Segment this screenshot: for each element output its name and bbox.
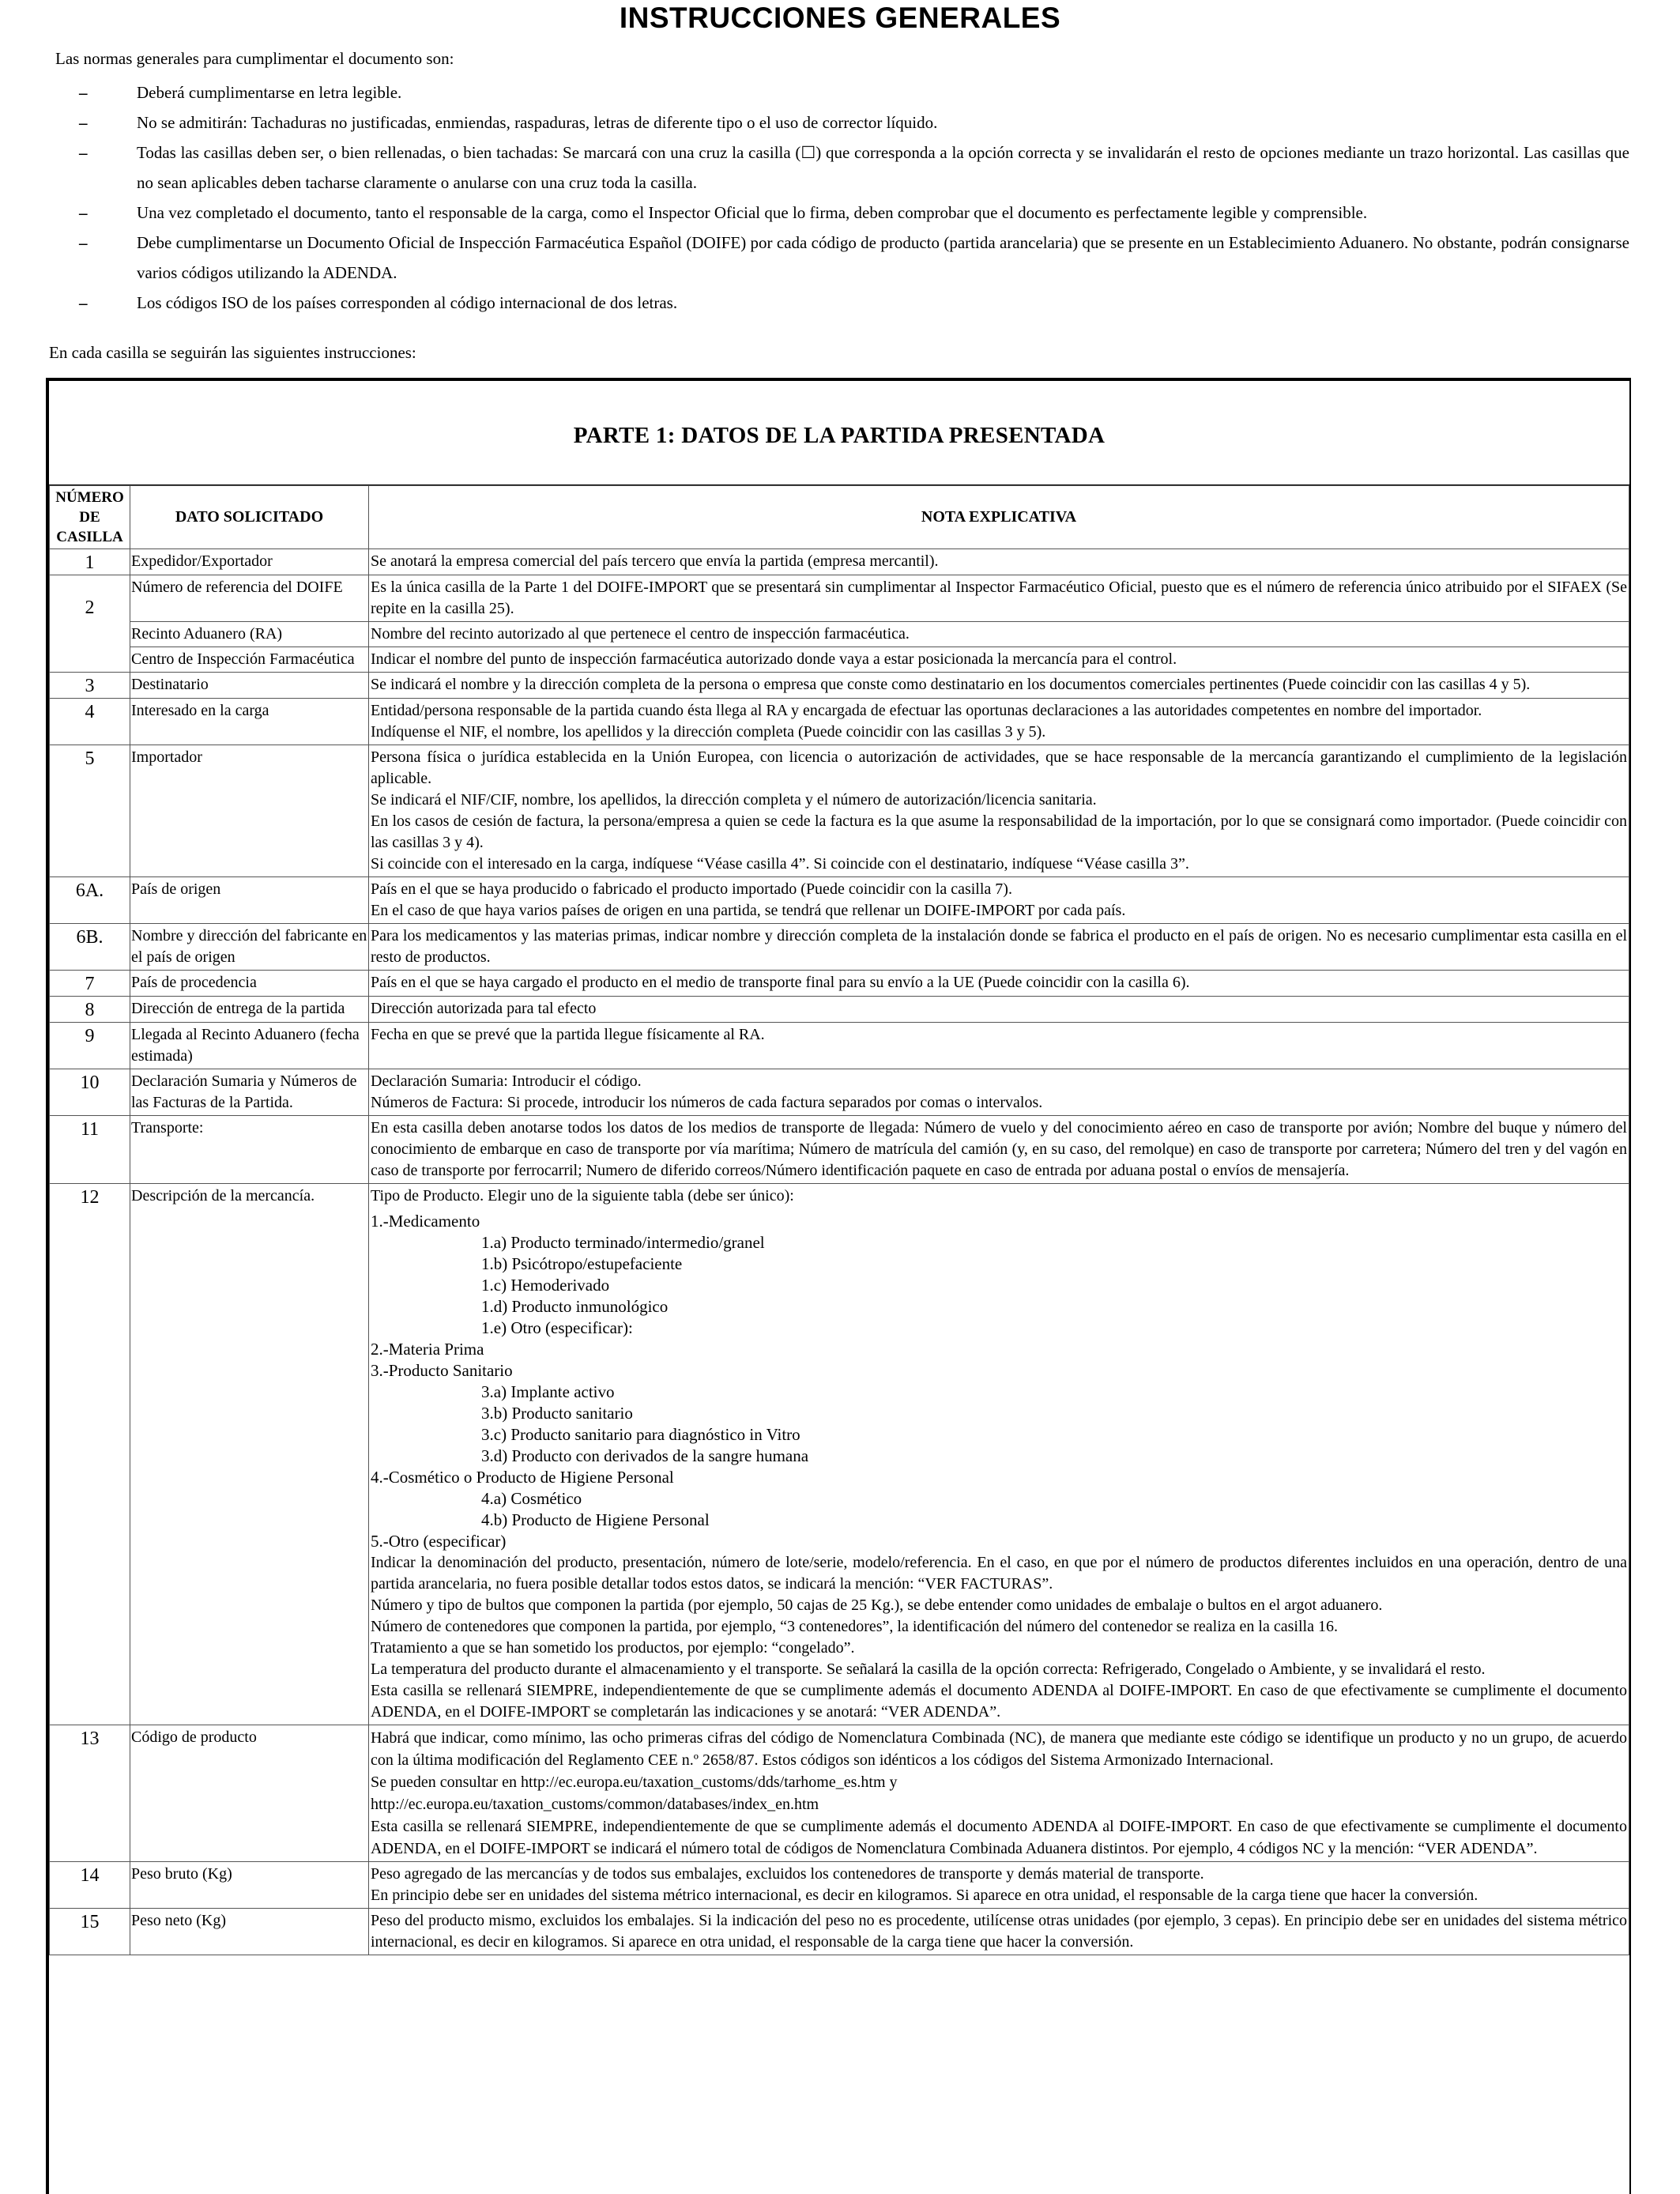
table-row: [50, 997, 1629, 1023]
product-subtype: 1.c) Hemoderivado: [481, 1276, 610, 1295]
note-line: Números de Factura: Si procede, introducir los números de cada factura separados por comas o intervalos.: [371, 1094, 1043, 1111]
row-num: 3: [50, 673, 130, 699]
instructions-table-frame: [46, 378, 1631, 2194]
row-num: 2: [50, 575, 130, 673]
row-dato: Descripción de la mercancía.: [130, 1184, 369, 1725]
note-line: País en el que se haya producido o fabricado el producto importado (Puede coincidir con la casilla 7).: [371, 880, 1012, 898]
note-line: Se indicará el NIF/CIF, nombre, los apellidos, la dirección completa y el número de autorización/licencia sanitaria.: [371, 791, 1097, 809]
table-row: [50, 1184, 1629, 1725]
row-nota: [369, 877, 1629, 924]
table-row: [50, 622, 1629, 647]
row-dato: País de procedencia: [130, 971, 369, 997]
product-subtype: 1.d) Producto inmunológico: [481, 1297, 669, 1316]
dash-bullet: –: [79, 293, 88, 312]
rule-item: [79, 198, 1629, 228]
rule-text: Deberá cumplimentarse en letra legible.: [137, 83, 402, 102]
row-num: 6A.: [50, 877, 130, 924]
row-nota: Peso del producto mismo, excluidos los embalajes. Si la indicación del peso no es procedente, utilícense otras unidades (por ejemplo, 3 cepas). En principio debe ser en unidades del sistema métrico internacional, es decir en kilogramos. Si aparece en otra unidad, el responsable de la carga tiene que hacer la conversión.: [369, 1909, 1629, 1955]
note-line: Indicar la denominación del producto, presentación, número de lote/serie, modelo/referencia. En el caso, en que por el número de productos diferentes incluidos en una operación, dentro de una partida arancelaria, no fuera posible detallar todos estos datos, se indicará la mención: “VER FACTURAS”.: [371, 1554, 1627, 1593]
row-num: 1: [50, 549, 130, 575]
lead-text: En cada casilla se seguirán las siguientes instrucciones:: [49, 343, 416, 362]
row-nota: Fecha en que se prevé que la partida llegue físicamente al RA.: [369, 1023, 1629, 1069]
row-num: 11: [50, 1116, 130, 1184]
row-dato: Código de producto: [130, 1725, 369, 1862]
row-nota: En esta casilla deben anotarse todos los datos de los medios de transporte de llegada: Número de vuelo y del conocimiento aéreo en caso de transporte por avión; Nombre del buque y número del conocimiento de embarque en caso de transporte por vía marítima; Número de matrícula del camión (y, en su caso, del remolque) en caso de transporte por carretera; Número del tren y del vagón en caso de transporte por ferrocarril; Numero de diferido correos/Número identificación paquete en caso de entrada por aduana postal o envíos de mensajería.: [369, 1116, 1629, 1184]
row-nota: Se indicará el nombre y la dirección completa de la persona o empresa que conste como destinatario en los documentos comerciales pertinentes (Puede coincidir con las casillas 4 y 5).: [369, 673, 1629, 699]
table-row: [50, 971, 1629, 997]
product-type: 4.-Cosmético o Producto de Higiene Personal: [371, 1468, 674, 1487]
general-rules-list: [79, 77, 1629, 318]
row-nota: [369, 745, 1629, 877]
product-type: 3.-Producto Sanitario: [371, 1361, 513, 1380]
table-row: [50, 1116, 1629, 1184]
dash-bullet: –: [79, 83, 88, 102]
row-dato: Transporte:: [130, 1116, 369, 1184]
rule-text: Los códigos ISO de los países corresponden al código internacional de dos letras.: [137, 293, 678, 312]
rule-text: No se admitirán: Tachaduras no justificadas, enmiendas, raspaduras, letras de diferente tipo o el uso de corrector líquido.: [137, 113, 938, 132]
row-nota: Dirección autorizada para tal efecto: [369, 997, 1629, 1023]
rule-text: Una vez completado el documento, tanto el responsable de la carga, como el Inspector Oficial que lo firma, deben comprobar que el documento es perfectamente legible y comprensible.: [137, 203, 1368, 222]
table-row: [50, 673, 1629, 699]
row-dato: Número de referencia del DOIFE: [130, 575, 369, 622]
row-nota: [369, 1069, 1629, 1116]
row-nota: [369, 1184, 1629, 1725]
table-row: [50, 1909, 1629, 1955]
row-num: 9: [50, 1023, 130, 1069]
product-type: 2.-Materia Prima: [371, 1340, 484, 1359]
note-line: La temperatura del producto durante el almacenamiento y el transporte. Se señalará la casilla de la opción correcta: Refrigerado, Congelado o Ambiente, y se invalidará el resto.: [371, 1661, 1486, 1678]
product-type: 5.-Otro (especificar): [371, 1532, 507, 1551]
product-subtype: 1.e) Otro (especificar):: [481, 1318, 633, 1337]
dash-bullet: –: [79, 113, 88, 132]
row-dato: Centro de Inspección Farmacéutica: [130, 647, 369, 673]
note-line: Tipo de Producto. Elegir uno de la siguiente tabla (debe ser único):: [371, 1187, 794, 1204]
note-line: Declaración Sumaria: Introducir el código.: [371, 1072, 642, 1090]
row-num: 13: [50, 1725, 130, 1862]
row-dato: Importador: [130, 745, 369, 877]
table-row: [50, 877, 1629, 924]
row-dato: Declaración Sumaria y Números de las Facturas de la Partida.: [130, 1069, 369, 1116]
table-row: [50, 1069, 1629, 1116]
dash-bullet: –: [79, 203, 88, 222]
note-line: Habrá que indicar, como mínimo, las ocho primeras cifras del código de Nomenclatura Combinada (NC), de manera que mediante este código se identifique un producto y no un grupo, de acuerdo con la última modificación del Reglamento CEE n.º 2658/87. Estos códigos son idénticos a los códigos del Sistema Armonizado Internacional.: [371, 1729, 1627, 1769]
header-num: NÚMERO DE CASILLA: [50, 486, 130, 549]
note-line: En el caso de que haya varios países de origen en una partida, se tendrá que rellenar un DOIFE-IMPORT por cada país.: [371, 902, 1126, 919]
row-dato: Nombre y dirección del fabricante en el país de origen: [130, 924, 369, 971]
rule-item: [79, 228, 1629, 288]
table-row: [50, 647, 1629, 673]
row-dato: Llegada al Recinto Aduanero (fecha estimada): [130, 1023, 369, 1069]
table-row: [50, 924, 1629, 971]
note-line: Esta casilla se rellenará SIEMPRE, independientemente de que se cumplimente además el documento ADENDA al DOIFE-IMPORT. En caso de que efectivamente se cumplimente el documento ADENDA, en el DOIFE-IMPORT se completarán las indicaciones y se anotará: “VER ADENDA”.: [371, 1682, 1627, 1721]
row-nota: Para los medicamentos y las materias primas, indicar nombre y dirección completa de la instalación donde se fabrica el producto en el país de origen. No es necesario cumplimentar esta casilla en el resto de productos.: [369, 924, 1629, 971]
url-text: http://ec.europa.eu/taxation_customs/common/databases/index_en.htm: [371, 1796, 819, 1813]
rule-item: [79, 107, 1629, 138]
row-num: 12: [50, 1184, 130, 1725]
intro-text: Las normas generales para cumplimentar el documento son:: [55, 49, 454, 68]
note-line: Si coincide con el interesado en la carga, indíquese “Véase casilla 4”. Si coincide con el destinatario, indíquese “Véase casilla 3”.: [371, 855, 1189, 873]
product-subtype: 1.b) Psicótropo/estupefaciente: [481, 1254, 683, 1273]
row-dato: Expedidor/Exportador: [130, 549, 369, 575]
rule-text: Debe cumplimentarse un Documento Oficial de Inspección Farmacéutica Español (DOIFE) por cada código de producto (partida arancelaria) que se presente en un Establecimiento Aduanero. No obstante, podrán consignarse varios códigos utilizando la ADENDA.: [137, 233, 1629, 282]
product-subtype: 3.c) Producto sanitario para diagnóstico in Vitro: [481, 1425, 800, 1444]
product-subtype: 3.b) Producto sanitario: [481, 1404, 633, 1423]
note-line: En principio debe ser en unidades del sistema métrico internacional, es decir en kilogramos. Si aparece en otra unidad, el responsable de la carga tiene que hacer la conversión.: [371, 1887, 1478, 1904]
note-line: En los casos de cesión de factura, la persona/empresa a quien se cede la factura es la que asume la responsabilidad de la importación, por lo que se consignará como importador. (Puede coincidir con las casillas 3 y 4).: [371, 812, 1627, 851]
row-num: 6B.: [50, 924, 130, 971]
note-line: Esta casilla se rellenará SIEMPRE, independientemente de que se cumplimente además el documento ADENDA al DOIFE-IMPORT. En caso de que efectivamente se cumplimente el documento ADENDA, en el DOIFE-IMPORT se indicará el número total de códigos de Nomenclatura Combinada Aduanera distintos. Por ejemplo, 4 códigos NC y la mención: “VER ADENDA”.: [371, 1818, 1627, 1857]
rule-item: [79, 288, 1629, 318]
table-header-row: [50, 486, 1629, 549]
note-line: Persona física o jurídica establecida en la Unión Europea, con licencia o autorización de actividades, que se hace responsable de la mercancía garantizando el cumplimiento de la legislación aplicable.: [371, 748, 1627, 787]
row-dato: Recinto Aduanero (RA): [130, 622, 369, 647]
table-row: [50, 1862, 1629, 1909]
row-num: 15: [50, 1909, 130, 1955]
dash-bullet: –: [79, 233, 88, 252]
note-line: Tratamiento a que se han sometido los productos, por ejemplo: “congelado”.: [371, 1639, 855, 1657]
note-line: Número y tipo de bultos que componen la partida (por ejemplo, 50 cajas de 25 Kg.), se debe entender como unidades de embalaje o bultos en el argot aduanero.: [371, 1596, 1383, 1614]
rule-item: [79, 77, 1629, 107]
row-nota: [369, 699, 1629, 745]
row-dato: Destinatario: [130, 673, 369, 699]
row-nota: Indicar el nombre del punto de inspección farmacéutica autorizado donde vaya a estar posicionada la mercancía para el control.: [369, 647, 1629, 673]
row-num: 10: [50, 1069, 130, 1116]
row-num: 5: [50, 745, 130, 877]
header-nota: NOTA EXPLICATIVA: [369, 486, 1629, 549]
page-title: INSTRUCCIONES GENERALES: [619, 2, 1061, 34]
row-nota: Es la única casilla de la Parte 1 del DOIFE-IMPORT que se presentará sin cumplimentar al Inspector Farmacéutico Oficial, puesto que es el número de referencia único atribuido por el SIFAEX (Se repite en la casilla 25).: [369, 575, 1629, 622]
note-line: Entidad/persona responsable de la partida cuando ésta llega al RA y encargada de efectuar las oportunas declaraciones a las autoridades competentes en nombre del importador.: [371, 702, 1482, 719]
note-line: Número de contenedores que componen la partida, por ejemplo, “3 contenedores”, la identificación del número del contenedor se realiza en la casilla 16.: [371, 1618, 1338, 1635]
header-dato: DATO SOLICITADO: [130, 486, 369, 549]
row-num: 8: [50, 997, 130, 1023]
table-row: [50, 1023, 1629, 1069]
product-subtype: 1.a) Producto terminado/intermedio/granel: [481, 1233, 765, 1252]
rule-text: Todas las casillas deben ser, o bien rellenadas, o bien tachadas: Se marcará con una cruz la casilla (☐) que corresponda a la opción correcta y se invalidarán el resto de opciones mediante un trazo horizontal. Las casillas que no sean aplicables deben tacharse claramente o anularse con una cruz toda la casilla.: [137, 143, 1629, 192]
row-dato: Peso neto (Kg): [130, 1909, 369, 1955]
row-num: 14: [50, 1862, 130, 1909]
dash-bullet: –: [79, 143, 88, 162]
product-subtype: 3.a) Implante activo: [481, 1382, 615, 1401]
table-row: [50, 575, 1629, 622]
row-num: 7: [50, 971, 130, 997]
row-nota: [369, 1725, 1629, 1862]
row-num: 4: [50, 699, 130, 745]
row-dato: País de origen: [130, 877, 369, 924]
row-dato: Dirección de entrega de la partida: [130, 997, 369, 1023]
row-nota: País en el que se haya cargado el producto en el medio de transporte final para su envío a la UE (Puede coincidir con la casilla 6).: [369, 971, 1629, 997]
row-dato: Interesado en la carga: [130, 699, 369, 745]
table-row: [50, 699, 1629, 745]
product-subtype: 3.d) Producto con derivados de la sangre humana: [481, 1446, 809, 1465]
row-nota: Nombre del recinto autorizado al que pertenece el centro de inspección farmacéutica.: [369, 622, 1629, 647]
row-nota: [369, 1862, 1629, 1909]
note-line: Peso agregado de las mercancías y de todos sus embalajes, excluidos los contenedores de transporte y demás material de transporte.: [371, 1865, 1204, 1883]
product-type: 1.-Medicamento: [371, 1212, 480, 1231]
instructions-table: [49, 485, 1629, 1955]
table-row: [50, 745, 1629, 877]
row-nota: Se anotará la empresa comercial del país tercero que envía la partida (empresa mercantil).: [369, 549, 1629, 575]
url-text: Se pueden consultar en http://ec.europa.eu/taxation_customs/dds/tarhome_es.htm y: [371, 1774, 898, 1791]
row-dato: Peso bruto (Kg): [130, 1862, 369, 1909]
product-subtype: 4.a) Cosmético: [481, 1489, 582, 1508]
table-row: [50, 1725, 1629, 1862]
table-row: [50, 549, 1629, 575]
part-title: PARTE 1: DATOS DE LA PARTIDA PRESENTADA: [49, 381, 1629, 485]
product-subtype: 4.b) Producto de Higiene Personal: [481, 1510, 710, 1529]
note-line: Indíquense el NIF, el nombre, los apellidos y la dirección completa (Puede coincidir con las casillas 3 y 5).: [371, 723, 1046, 741]
rule-item: [79, 138, 1629, 198]
